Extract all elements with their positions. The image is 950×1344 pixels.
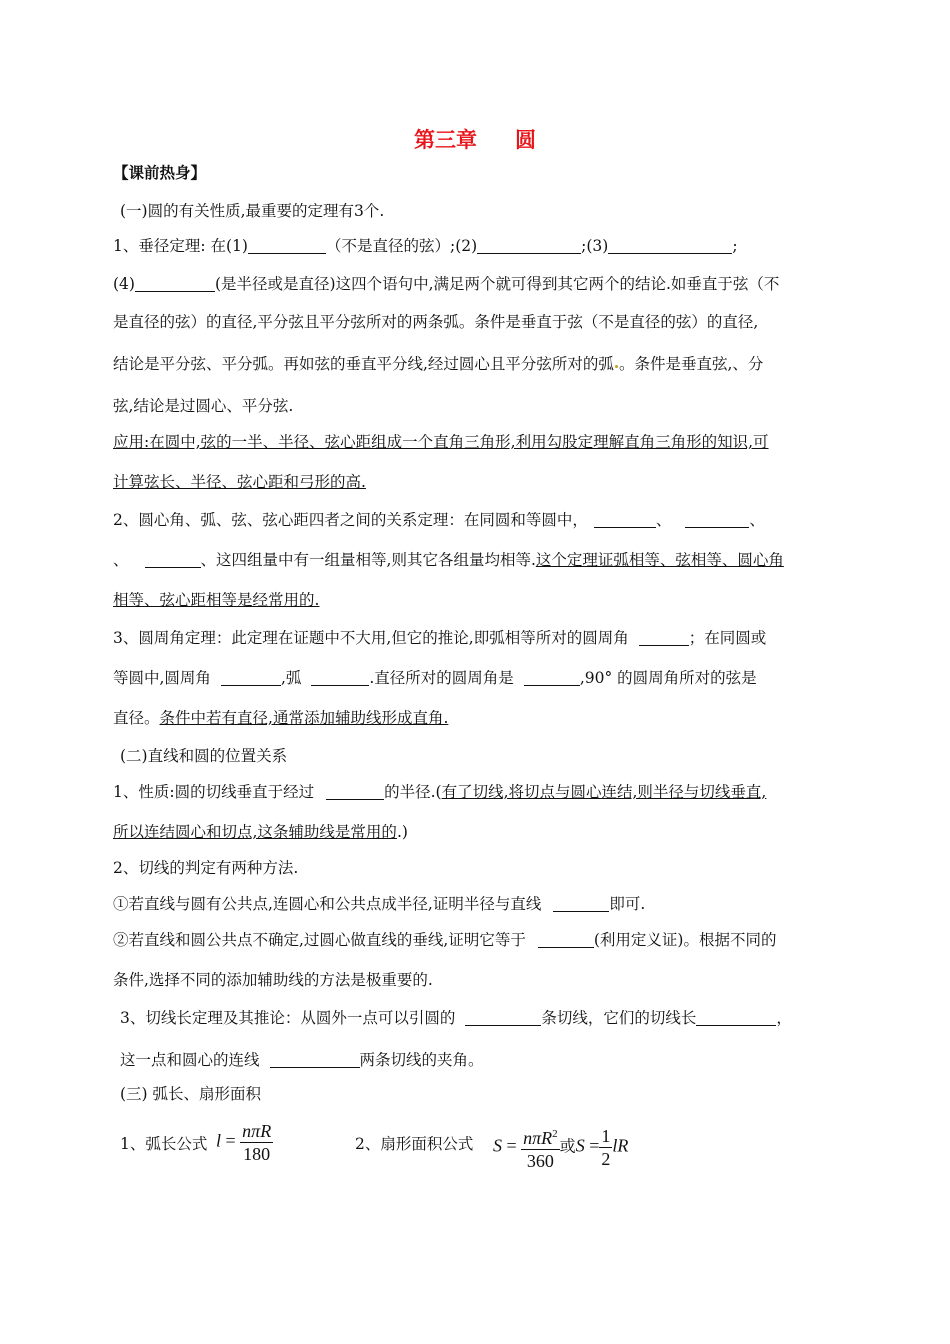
chapter-name: 圆 [515, 128, 536, 152]
paragraph-line: 是直径的弦）的直径,平分弦且平分弦所对的两条弧。条件是垂直于弦（不是直径的弦）的直径, [113, 313, 759, 331]
chapter-title [0, 124, 950, 154]
tangent-criterion-2: ②若直线和圆公共点不确定,过圆心做直线的垂线,证明它等于 (利用定义证)。根据不同的 [113, 931, 777, 949]
theorem-central-angle-2: 、 、这四组量中有一组量相等,则其它各组量均相等.这个定理证弧相等、弦相等、圆心角 [113, 551, 784, 569]
section-2-heading: (二)直线和圆的位置关系 [120, 747, 288, 765]
warmup-heading: 【课前热身】 [113, 163, 207, 182]
blank-12[interactable] [326, 783, 384, 800]
theorem-central-angle: 2、圆心角、弧、弦、弦心距四者之间的关系定理：在同圆和等圆中， 、 、 [113, 511, 765, 529]
blank-3[interactable] [608, 237, 732, 254]
paragraph-line: 结论是平分弦、平分弧。再如弦的垂直平分线,经过圆心且平分弦所对的弧 。条件是垂直弦,、分 [113, 355, 764, 373]
blank-8[interactable] [639, 629, 689, 646]
theorem-inscribed-angle-3: 直径。条件中若有直径,通常添加辅助线形成直角. [113, 709, 449, 727]
blank-9[interactable] [221, 669, 281, 686]
theorem-perpendicular-line: 1、垂径定理: 在(1) （不是直径的弦）;(2) ;(3) ; [113, 237, 738, 255]
paragraph-line: 弦,结论是过圆心、平分弦. [113, 397, 294, 415]
blank-14[interactable] [538, 931, 594, 948]
blank-7[interactable] [145, 551, 201, 568]
blank-6[interactable] [685, 511, 749, 528]
sector-area-label: 2、扇形面积公式 [355, 1135, 474, 1153]
application-note: 应用:在圆中,弦的一半、半径、弦心距组成一个直角三角形,利用勾股定理解直角三角形的知识,可 [113, 433, 769, 451]
blank-13[interactable] [553, 895, 609, 912]
theorem-perpendicular-line-2: (4) (是半径或是直径)这四个语句中,满足两个就可得到其它两个的结论.如垂直于弦（不 [113, 275, 780, 293]
tangent-property: 1、性质:圆的切线垂直于经过 的半径.(有了切线,将切点与圆心连结,则半径与切线垂直, [113, 783, 767, 801]
tangent-criteria-heading: 2、切线的判定有两种方法. [113, 859, 299, 877]
theorem-central-angle-3: 相等、弦心距相等是经常用的. [113, 591, 320, 609]
blank-5[interactable] [594, 511, 656, 528]
blank-16[interactable] [696, 1009, 776, 1026]
sector-area-formula: S = $\frac{n\pi R^2}{360}$ 或S = $\frac{1}{2}$ lR [493, 1123, 628, 1172]
blank-11[interactable] [524, 669, 580, 686]
blank-4[interactable] [135, 275, 215, 292]
tangent-length-theorem: 3、切线长定理及其推论：从圆外一点可以引圆的 条切线，它们的切线长 ， [120, 1009, 792, 1027]
blank-1[interactable] [248, 237, 326, 254]
chapter-number: 第三章 [414, 128, 477, 152]
arc-length-formula: l = $\frac{\text{nπR}}{180}$ [216, 1121, 272, 1164]
theorem-inscribed-angle-2: 等圆中,圆周角 ,弧 .直径所对的圆周角是 ,90° 的圆周角所对的弦是 [113, 669, 757, 687]
application-note-2: 计算弦长、半径、弦心距和弓形的高. [113, 473, 366, 491]
tangent-property-2: 所以连结圆心和切点,这条辅助线是常用的.) [113, 823, 408, 841]
blank-10[interactable] [311, 669, 369, 686]
blank-17[interactable] [270, 1051, 360, 1068]
tangent-criterion-note: 条件,选择不同的添加辅助线的方法是极重要的. [113, 971, 433, 989]
tangent-criterion-1: ①若直线与圆有公共点,连圆心和公共点成半径,证明半径与直线 即可. [113, 895, 646, 913]
section-3-heading: (三) 弧长、扇形面积 [120, 1085, 262, 1103]
theorem-inscribed-angle: 3、圆周角定理：此定理在证题中不大用,但它的推论,即弧相等所对的圆周角 ；在同圆或 [113, 629, 767, 647]
arc-length-label: 1、弧长公式 [120, 1135, 208, 1153]
blank-15[interactable] [465, 1009, 541, 1026]
section-1-heading: (一)圆的有关性质,最重要的定理有3个. [120, 202, 385, 220]
blank-2[interactable] [477, 237, 581, 254]
tangent-length-theorem-2: 这一点和圆心的连线 两条切线的夹角。 [120, 1051, 484, 1069]
